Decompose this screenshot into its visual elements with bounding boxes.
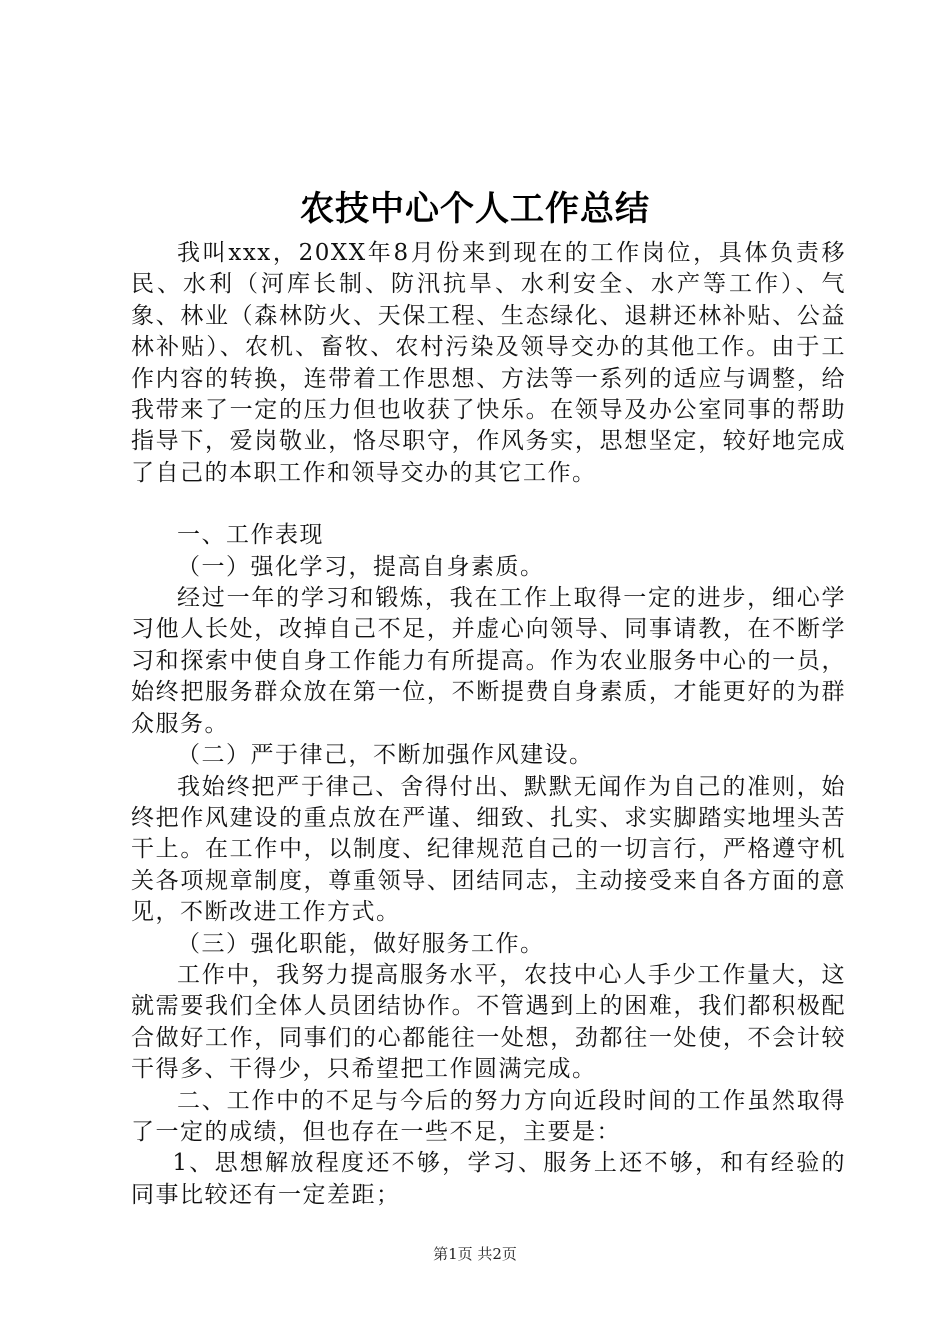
intro-paragraph: 我叫xxx，20XX年8月份来到现在的工作岗位，具体负责移民、水利（河库长制、防汛抗旱、水利安全、水产等工作）、气象、林业（森林防火、天保工程、生态绿化、退耕还林补贴、公益林补贴）、农机、畜牧、农村污染及领导交办的其他工作。由于工作内容的转换，连带着工作思想、方法等一系列的适应与调整，给我带来了一定的压力但也收获了快乐。在领导及办公室同事的帮助指导下，爱岗敬业，恪尽职守，作风务实，思想坚定，较好地完成了自己的本职工作和领导交办的其它工作。: [131, 240, 846, 486]
shortcoming-item-1: 1、思想解放程度还不够，学习、服务上还不够，和有经验的同事比较还有一定差距；: [131, 1150, 846, 1208]
document-body: [131, 238, 846, 1211]
subsection-paragraph-service: 工作中，我努力提高服务水平，农技中心人手少工作量大，这就需要我们全体人员团结协作。不管遇到上的困难，我们都积极配合做好工作，同事们的心都能往一处想，劲都往一处使，不会计较干得多、干得少，只希望把工作圆满完成。: [131, 961, 846, 1083]
subsection-heading-study: （一）强化学习，提高自身素质。: [177, 553, 545, 580]
subsection-paragraph-study: 经过一年的学习和锻炼，我在工作上取得一定的进步，细心学习他人长处，改掉自己不足，并虚心向领导、同事请教，在不断学习和探索中使自身工作能力有所提高。作为农业服务中心的一员，始终把服务群众放在第一位，不断提费自身素质，才能更好的为群众服务。: [131, 585, 846, 737]
document-title: 农技中心个人工作总结: [300, 189, 650, 229]
section-heading-work-performance: 一、工作表现: [177, 522, 324, 549]
subsection-heading-service: （三）强化职能，做好服务工作。: [177, 930, 545, 957]
subsection-heading-discipline: （二）严于律己，不断加强作风建设。: [177, 742, 594, 769]
paragraph-gap: [131, 489, 846, 520]
subsection-paragraph-discipline: 我始终把严于律己、舍得付出、默默无闻作为自己的准则，始终把作风建设的重点放在严谨、细致、扎实、求实脚踏实地埋头苦干上。在工作中，以制度、纪律规范自己的一切言行，严格遵守机关各项规章制度，尊重领导、团结同志，主动接受来自各方面的意见，不断改进工作方式。: [131, 773, 846, 926]
section-paragraph-shortcomings: 二、工作中的不足与今后的努力方向近段时间的工作虽然取得了一定的成绩，但也存在一些不足，主要是：: [131, 1087, 846, 1145]
page-footer: 第1页 共2页: [433, 1245, 517, 1263]
